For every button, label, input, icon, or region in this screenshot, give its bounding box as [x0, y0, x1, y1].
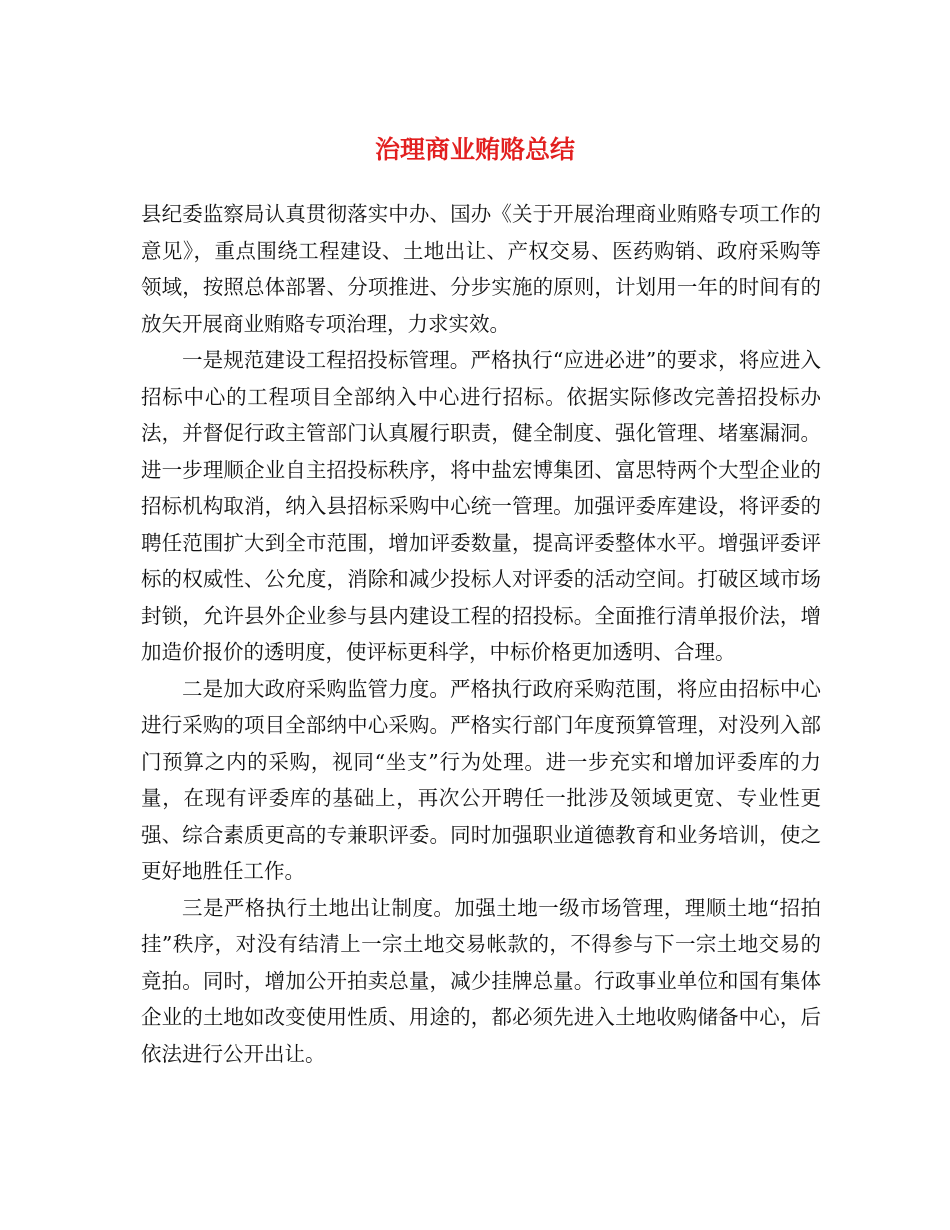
paragraph-land-transfer: 三是严格执行土地出让制度。加强土地一级市场管理，理顺土地“招拍挂”秩序，对没有结清上一宗土地交易帐款的，不得参与下一宗土地交易的竟拍。同时，增加公开拍卖总量，减少挂牌总量。行政事业单位和国有集体企业的土地如改变使用性质、用途的，都必须先进入土地收购储备中心，后依法进行公开出让。 [141, 895, 821, 1066]
intro-paragraph: 县纪委监察局认真贯彻落实中办、国办《关于开展治理商业贿赂专项工作的意见》，重点围绕工程建设、土地出让、产权交易、医药购销、政府采购等领域，按照总体部署、分项推进、分步实施的原则，计划用一年的时间有的放矢开展商业贿赂专项治理，力求实效。 [141, 202, 821, 336]
paragraph-government-procurement: 二是加大政府采购监管力度。严格执行政府采购范围，将应由招标中心进行采购的项目全部纳中心采购。严格实行部门年度预算管理，对没列入部门预算之内的采购，视同“坐支”行为处理。进一步充实和增加评委库的力量，在现有评委库的基础上，再次公开聘任一批涉及领域更宽、专业性更强、综合素质更高的专兼职评委。同时加强职业道德教育和业务培训，使之更好地胜任工作。 [141, 676, 821, 883]
paragraph-bidding-management: 一是规范建设工程招投标管理。严格执行“应进必进”的要求，将应进入招标中心的工程项目全部纳入中心进行招标。依据实际修改完善招投标办法，并督促行政主管部门认真履行职责，健全制度、强化管理、堵塞漏洞。进一步理顺企业自主招投标秩序，将中盐宏博集团、富思特两个大型企业的招标机构取消，纳入县招标采购中心统一管理。加强评委库建设，将评委的聘任范围扩大到全市范围，增加评委数量，提高评委整体水平。增强评委评标的权威性、公允度，消除和减少投标人对评委的活动空间。打破区域市场封锁，允许县外企业参与县内建设工程的招投标。全面推行清单报价法，增加造价报价的透明度，使评标更科学，中标价格更加透明、合理。 [141, 348, 821, 664]
document-title: 治理商业贿赂总结 [374, 135, 575, 164]
document-body [141, 196, 821, 1072]
